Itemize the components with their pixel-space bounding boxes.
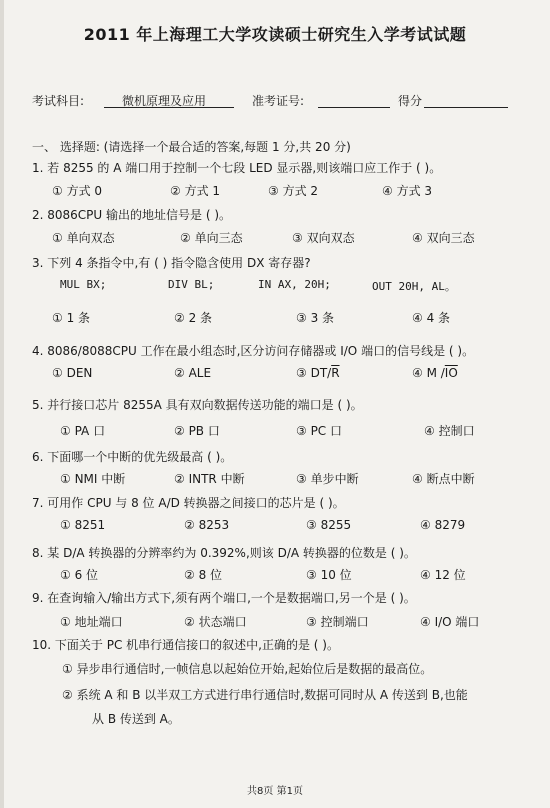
q3-instruction-2: DIV BL; xyxy=(168,278,215,291)
q9-option-2: ② 状态端口 xyxy=(184,615,247,629)
q5-option-4: ④ 控制口 xyxy=(424,424,475,438)
exam-title: 2011 年上海理工大学攻读硕士研究生入学考试试题 xyxy=(83,25,467,44)
q4-option-4 xyxy=(412,366,458,380)
q4-option-3-text: ③ DT/ xyxy=(296,366,332,380)
subject-underline xyxy=(104,107,234,108)
scan-edge xyxy=(0,0,4,808)
q4-option-3-overline: $\overline{R}$ xyxy=(331,366,340,380)
q8-option-1: ① 6 位 xyxy=(60,568,99,582)
q4-option-1: ① DEN xyxy=(52,366,93,380)
subject-value: 微机原理及应用 xyxy=(122,94,207,108)
q5-option-1: ① PA 口 xyxy=(60,424,106,438)
q8-option-3: ③ 10 位 xyxy=(306,568,352,582)
q2-option-3: ③ 双向双态 xyxy=(292,231,355,245)
question-4: 4. 8086/8088CPU 工作在最小组态时,区分访问存储器或 I/O 端口的信号线是 ( )。 xyxy=(32,344,475,358)
ticket-blank xyxy=(318,107,390,108)
q9-option-1: ① 地址端口 xyxy=(60,615,123,629)
question-6: 6. 下面哪一个中断的优先级最高 ( )。 xyxy=(32,450,233,464)
q5-option-2: ② PB 口 xyxy=(174,424,220,438)
question-10: 10. 下面关于 PC 机串行通信接口的叙述中,正确的是 ( )。 xyxy=(32,638,339,652)
question-5: 5. 并行接口芯片 8255A 具有双向数据传送功能的端口是 ( )。 xyxy=(32,398,363,412)
q4-option-3 xyxy=(296,366,340,380)
ticket-label: 准考证号: xyxy=(252,94,305,108)
q3-option-2: ② 2 条 xyxy=(174,311,213,325)
q3-instruction-1: MUL BX; xyxy=(60,278,107,291)
q7-option-4: ④ 8279 xyxy=(420,518,466,532)
score-label: 得分 xyxy=(398,94,423,108)
question-7: 7. 可用作 CPU 与 8 位 A/D 转换器之间接口的芯片是 ( )。 xyxy=(32,496,345,510)
section-title: 一、 选择题: (请选择一个最合适的答案,每题 1 分,共 20 分) xyxy=(32,140,351,154)
q6-option-4: ④ 断点中断 xyxy=(412,472,475,486)
q6-option-1: ① NMI 中断 xyxy=(60,472,126,486)
q2-option-4: ④ 双向三态 xyxy=(412,231,475,245)
q6-option-3: ③ 单步中断 xyxy=(296,472,359,486)
q3-option-3: ③ 3 条 xyxy=(296,311,335,325)
q1-option-3: ③ 方式 2 xyxy=(268,184,319,198)
q1-option-1: ① 方式 0 xyxy=(52,184,103,198)
q4-option-2: ② ALE xyxy=(174,366,212,380)
question-2: 2. 8086CPU 输出的地址信号是 ( )。 xyxy=(32,208,232,222)
q4-option-4-text: ④ M / xyxy=(412,366,445,380)
question-1: 1. 若 8255 的 A 端口用于控制一个七段 LED 显示器,则该端口应工作于 ( )。 xyxy=(32,161,442,175)
q3-option-4: ④ 4 条 xyxy=(412,311,451,325)
q1-option-2: ② 方式 1 xyxy=(170,184,221,198)
score-blank xyxy=(424,107,508,108)
q10-statement-2: ② 系统 A 和 B 以半双工方式进行串行通信时,数据可同时从 A 传送到 B,也能 xyxy=(62,688,468,702)
q10-statement-2-cont: 从 B 传送到 A。 xyxy=(92,712,180,726)
question-3: 3. 下列 4 条指令中,有 ( ) 指令隐含使用 DX 寄存器? xyxy=(32,256,311,270)
question-9: 9. 在查询输入/输出方式下,须有两个端口,一个是数据端口,另一个是 ( )。 xyxy=(32,591,416,605)
q3-instruction-4: OUT 20H, AL。 xyxy=(372,280,456,293)
q1-option-4: ④ 方式 3 xyxy=(382,184,433,198)
q9-option-4: ④ I/O 端口 xyxy=(420,615,480,629)
q2-option-1: ① 单向双态 xyxy=(52,231,115,245)
q8-option-4: ④ 12 位 xyxy=(420,568,466,582)
page-footer: 共8页 第1页 xyxy=(247,786,303,797)
q7-option-2: ② 8253 xyxy=(184,518,230,532)
q6-option-2: ② INTR 中断 xyxy=(174,472,245,486)
q2-option-2: ② 单向三态 xyxy=(180,231,243,245)
q7-option-1: ① 8251 xyxy=(60,518,106,532)
q8-option-2: ② 8 位 xyxy=(184,568,223,582)
q5-option-3: ③ PC 口 xyxy=(296,424,343,438)
question-8: 8. 某 D/A 转换器的分辨率约为 0.392%,则该 D/A 转换器的位数是 ( )。 xyxy=(32,546,416,560)
q10-statement-1: ① 异步串行通信时,一帧信息以起始位开始,起始位后是数据的最高位。 xyxy=(62,662,433,676)
q3-option-1: ① 1 条 xyxy=(52,311,91,325)
q3-instruction-3: IN AX, 20H; xyxy=(258,278,331,291)
subject-label: 考试科目: xyxy=(32,94,85,108)
q7-option-3: ③ 8255 xyxy=(306,518,352,532)
q4-option-4-overline: $\overline{IO}$ xyxy=(444,366,458,380)
q9-option-3: ③ 控制端口 xyxy=(306,615,369,629)
